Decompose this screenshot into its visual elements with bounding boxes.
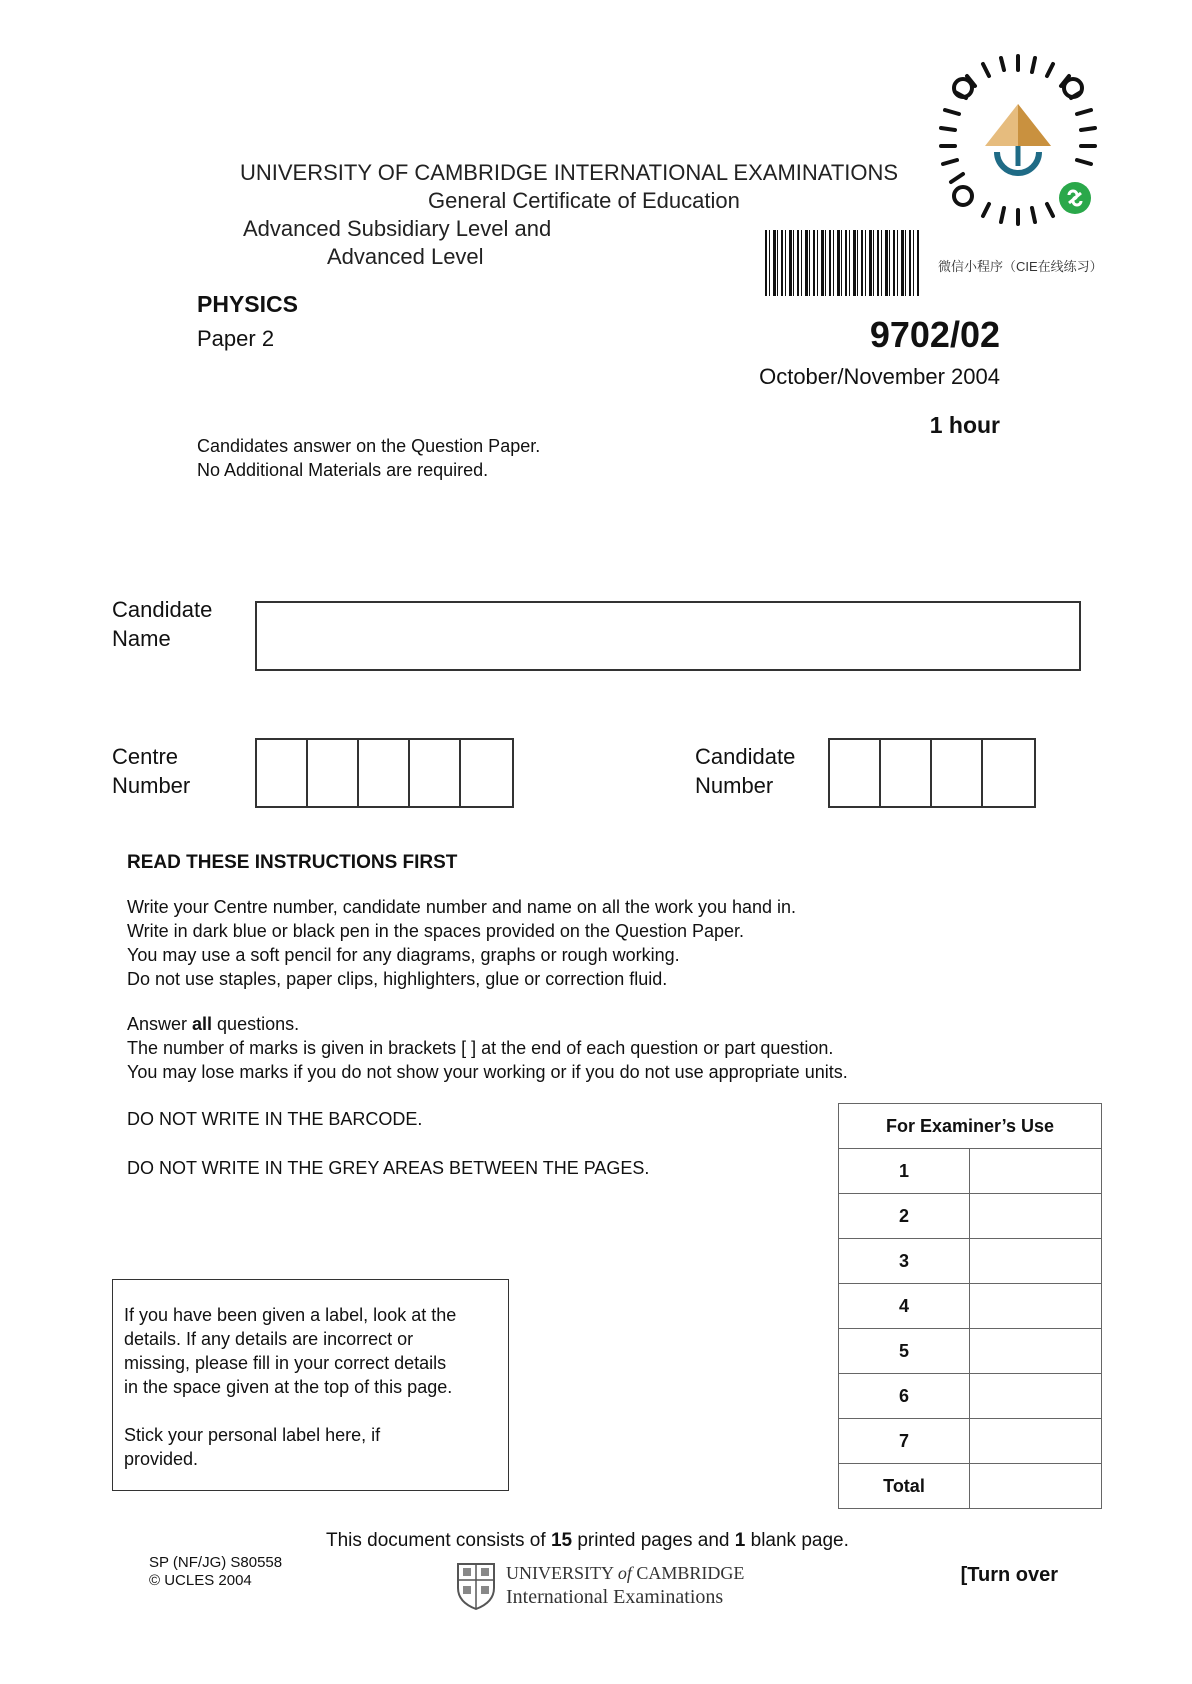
marks-line: The number of marks is given in brackets [ ] at the end of each question or part question.: [127, 1038, 834, 1058]
barcode: [765, 230, 919, 296]
certificate-title: General Certificate of Education: [428, 188, 740, 213]
candidate-number-label-1: Candidate: [695, 744, 796, 769]
digit-cell[interactable]: [461, 740, 512, 806]
candidate-name-label-1: Candidate: [112, 597, 213, 622]
candidate-name-field[interactable]: [255, 601, 1081, 671]
candidate-number-field[interactable]: [828, 738, 1036, 808]
total-cell: [970, 1464, 1102, 1509]
label-instruction-line: details. If any details are incorrect or: [124, 1329, 414, 1349]
mark-cell: [970, 1374, 1102, 1419]
question-number: 6: [839, 1374, 970, 1419]
stick-label-line: provided.: [124, 1449, 199, 1469]
centre-number-field[interactable]: [255, 738, 514, 808]
syllabus-code: 9702/02: [869, 314, 1000, 355]
mark-cell: [970, 1239, 1102, 1284]
copyright: © UCLES 2004: [149, 1572, 252, 1589]
instructions-block: [127, 895, 796, 991]
digit-cell[interactable]: [257, 740, 308, 806]
university-title: UNIVERSITY OF CAMBRIDGE INTERNATIONAL EXAMINATIONS: [240, 160, 899, 185]
instruction-line: Write your Centre number, candidate number and name on all the work you hand in.: [127, 897, 797, 917]
mark-cell: [970, 1419, 1102, 1464]
candidate-name-label-2: Name: [112, 626, 171, 651]
digit-cell[interactable]: [932, 740, 983, 806]
stick-label-line: Stick your personal label here, if: [124, 1425, 381, 1445]
instructions-heading: READ THESE INSTRUCTIONS FIRST: [127, 852, 458, 873]
qr-code-icon: [925, 48, 1111, 234]
total-label: Total: [839, 1464, 970, 1509]
question-number: 3: [839, 1239, 970, 1284]
exam-session: October/November 2004: [759, 364, 1000, 389]
level-line-2: Advanced Level: [327, 244, 484, 269]
question-number: 5: [839, 1329, 970, 1374]
question-number: 4: [839, 1284, 970, 1329]
grey-area-warning: DO NOT WRITE IN THE GREY AREAS BETWEEN THE PAGES.: [127, 1158, 650, 1178]
barcode-warning: DO NOT WRITE IN THE BARCODE.: [127, 1109, 423, 1129]
paper-number: Paper 2: [197, 326, 275, 351]
question-number: 2: [839, 1194, 970, 1239]
qr-caption: 微信小程序（CIE在线练习）: [938, 259, 1103, 274]
digit-cell[interactable]: [881, 740, 932, 806]
digit-cell[interactable]: [983, 740, 1034, 806]
label-instruction-line: in the space given at the top of this page.: [124, 1377, 453, 1397]
answer-instructions: [127, 1012, 848, 1084]
digit-cell[interactable]: [410, 740, 461, 806]
label-instruction-line: If you have been given a label, look at the: [124, 1305, 457, 1325]
mark-cell: [970, 1284, 1102, 1329]
instruction-line: Write in dark blue or black pen in the spaces provided on the Question Paper.: [127, 921, 745, 941]
digit-cell[interactable]: [359, 740, 410, 806]
materials-line-1: Candidates answer on the Question Paper.: [197, 436, 541, 456]
question-number: 1: [839, 1149, 970, 1194]
label-box: [112, 1279, 509, 1491]
level-line-1: Advanced Subsidiary Level and: [243, 216, 552, 241]
turn-over: [Turn over: [960, 1564, 1058, 1586]
units-line: You may lose marks if you do not show your working or if you do not use appropriate units.: [127, 1062, 848, 1082]
instruction-line: Do not use staples, paper clips, highlighters, glue or correction fluid.: [127, 969, 668, 989]
document-reference: SP (NF/JG) S80558: [149, 1554, 283, 1571]
candidate-number-label-2: Number: [695, 773, 774, 798]
cambridge-logo-line-2: International Examinations: [506, 1586, 724, 1608]
cambridge-logo-line-1: UNIVERSITY of CAMBRIDGE: [506, 1563, 745, 1583]
instruction-line: You may use a soft pencil for any diagrams, graphs or rough working.: [127, 945, 680, 965]
digit-cell[interactable]: [830, 740, 881, 806]
materials-line-2: No Additional Materials are required.: [197, 460, 489, 480]
mark-cell: [970, 1149, 1102, 1194]
centre-number-label-2: Number: [112, 773, 191, 798]
answer-all-line: Answer all questions.: [127, 1014, 300, 1034]
label-instruction-line: missing, please fill in your correct details: [124, 1353, 447, 1373]
digit-cell[interactable]: [308, 740, 359, 806]
question-number: 7: [839, 1419, 970, 1464]
exam-duration: 1 hour: [929, 412, 1000, 438]
subject-name: PHYSICS: [197, 291, 298, 317]
cambridge-crest-icon: [456, 1562, 496, 1610]
mark-cell: [970, 1329, 1102, 1374]
page-count-note: This document consists of 15 printed pages and 1 blank page.: [326, 1530, 849, 1551]
examiner-table-title: For Examiner’s Use: [839, 1104, 1102, 1149]
examiner-use-table: [838, 1103, 1102, 1509]
mark-cell: [970, 1194, 1102, 1239]
centre-number-label-1: Centre: [112, 744, 179, 769]
